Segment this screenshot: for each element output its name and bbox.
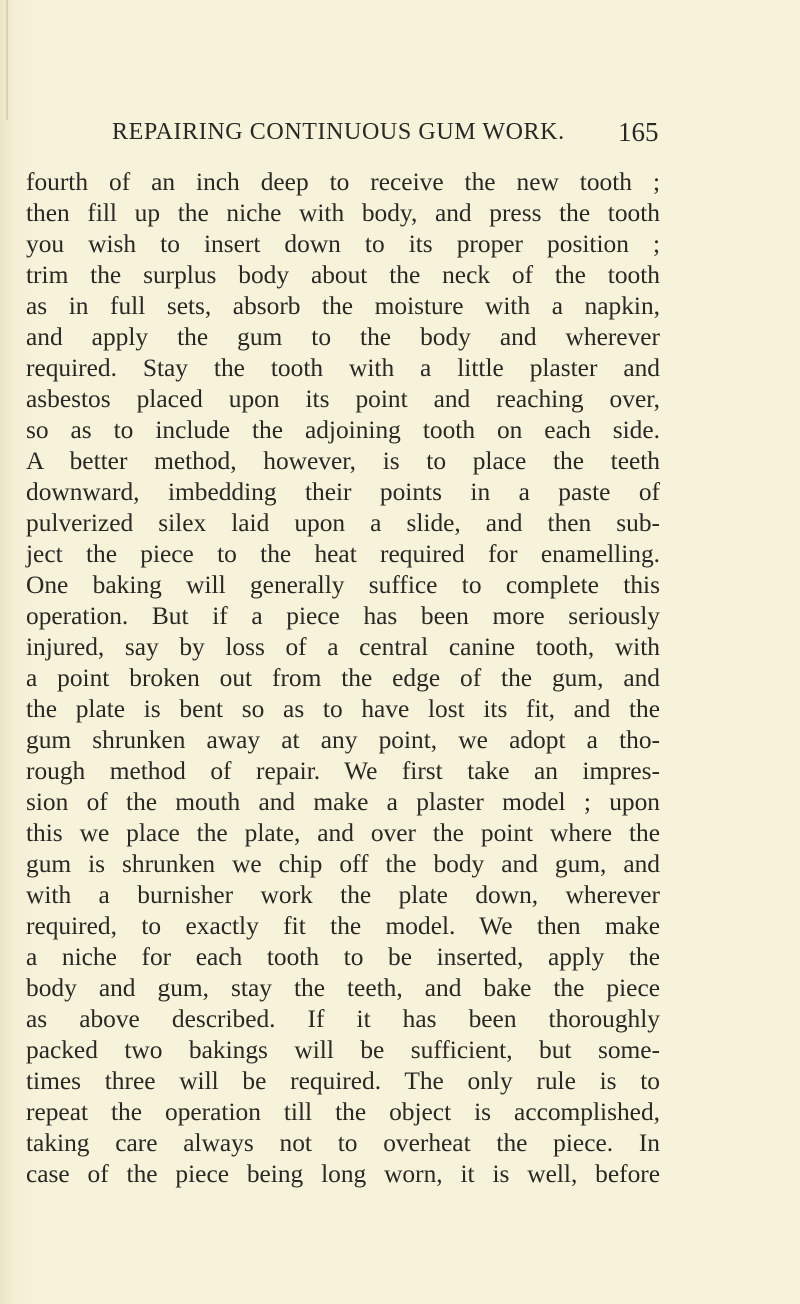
page-gutter-shadow xyxy=(6,0,8,120)
text-line: as in full sets, absorb the moisture with a napkin, xyxy=(26,292,660,320)
text-line: with a burnisher work the plate down, wherever xyxy=(26,881,660,909)
text-line: pulverized silex laid upon a slide, and then sub- xyxy=(26,509,660,537)
text-line: repeat the operation till the object is accomplished, xyxy=(26,1098,660,1126)
text-line: packed two bakings will be sufficient, but some- xyxy=(26,1036,660,1064)
text-line: operation. But if a piece has been more seriously xyxy=(26,602,660,630)
text-line: downward, imbedding their points in a paste of xyxy=(26,478,660,506)
text-line: required. Stay the tooth with a little plaster and xyxy=(26,354,660,382)
text-line: you wish to insert down to its proper position ; xyxy=(26,230,660,258)
running-head-title: REPAIRING CONTINUOUS GUM WORK. xyxy=(112,119,565,145)
running-head xyxy=(0,116,800,156)
text-line: and apply the gum to the body and wherever xyxy=(26,323,660,351)
text-line: sion of the mouth and make a plaster model ; upon xyxy=(26,788,660,816)
text-line: One baking will generally suffice to complete this xyxy=(26,571,660,599)
text-line: gum is shrunken we chip off the body and gum, and xyxy=(26,850,660,878)
text-line: A better method, however, is to place the teeth xyxy=(26,447,660,475)
text-line: the plate is bent so as to have lost its fit, and the xyxy=(26,695,660,723)
text-line: rough method of repair. We first take an impres- xyxy=(26,757,660,785)
text-line: ject the piece to the heat required for enamelling. xyxy=(26,540,660,568)
text-line: required, to exactly fit the model. We then make xyxy=(26,912,660,940)
text-line: fourth of an inch deep to receive the new tooth ; xyxy=(26,168,660,196)
text-line: then fill up the niche with body, and press the tooth xyxy=(26,199,660,227)
text-line: trim the surplus body about the neck of the tooth xyxy=(26,261,660,289)
text-line: asbestos placed upon its point and reaching over, xyxy=(26,385,660,413)
text-line: taking care always not to overheat the piece. In xyxy=(26,1129,660,1157)
page-number: 165 xyxy=(618,117,659,147)
text-line: a point broken out from the edge of the gum, and xyxy=(26,664,660,692)
text-line: case of the piece being long worn, it is well, before xyxy=(26,1160,660,1188)
text-line: a niche for each tooth to be inserted, apply the xyxy=(26,943,660,971)
text-line: injured, say by loss of a central canine tooth, with xyxy=(26,633,660,661)
text-line: body and gum, stay the teeth, and bake the piece xyxy=(26,974,660,1002)
text-line: this we place the plate, and over the point where the xyxy=(26,819,660,847)
text-line: gum shrunken away at any point, we adopt a tho- xyxy=(26,726,660,754)
text-line: times three will be required. The only rule is to xyxy=(26,1067,660,1095)
text-line: so as to include the adjoining tooth on each side. xyxy=(26,416,660,444)
text-line: as above described. If it has been thoroughly xyxy=(26,1005,660,1033)
